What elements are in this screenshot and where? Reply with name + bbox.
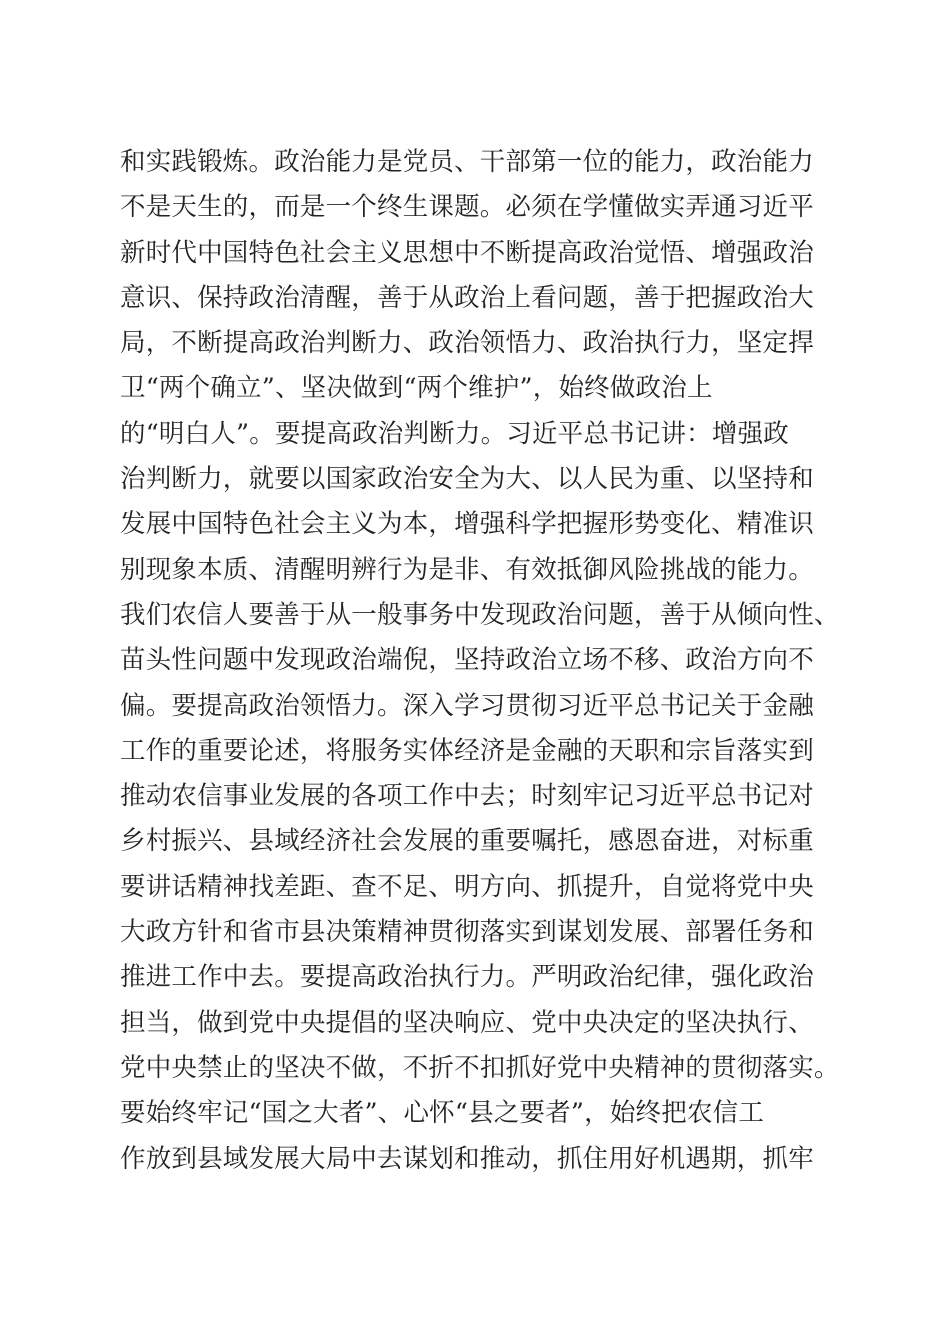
- text-line: 大政方针和省市县决策精神贯彻落实到谋划发展、部署任务和: [120, 917, 814, 948]
- body-text: [120, 140, 860, 1182]
- text-line: 别现象本质、清醒明辨行为是非、有效抵御风险挑战的能力。: [120, 554, 814, 585]
- text-line: 和实践锻炼。政治能力是党员、干部第一位的能力，政治能力: [120, 147, 814, 177]
- text-line: 苗头性问题中发现政治端倪，坚持政治立场不移、政治方向不: [120, 645, 814, 676]
- text-line: 要始终牢记“国之大者”、心怀“县之要者”，始终把农信工: [120, 1098, 765, 1129]
- text-line: 作放到县域发展大局中去谋划和推动，抓住用好机遇期，抓牢: [120, 1143, 814, 1174]
- text-line: 党中央禁止的坚决不做，不折不扣抓好党中央精神的贯彻落实。: [120, 1052, 840, 1083]
- text-line: 乡村振兴、县域经济社会发展的重要嘱托，感恩奋进，对标重: [120, 826, 814, 857]
- text-line: 工作的重要论述，将服务实体经济是金融的天职和宗旨落实到: [120, 735, 814, 766]
- text-line: 发展中国特色社会主义为本，增强科学把握形势变化、精准识: [120, 509, 814, 540]
- text-line: 不是天生的，而是一个终生课题。必须在学懂做实弄通习近平: [120, 192, 814, 223]
- text-line: 卫“两个确立”、坚决做到“两个维护”，始终做政治上: [120, 373, 713, 404]
- text-line: 推进工作中去。要提高政治执行力。严明政治纪律，强化政治: [120, 962, 814, 993]
- text-line: 治判断力，就要以国家政治安全为大、以人民为重、以坚持和: [120, 464, 814, 495]
- text-line: 偏。要提高政治领悟力。深入学习贯彻习近平总书记关于金融: [120, 690, 814, 721]
- text-line: 新时代中国特色社会主义思想中不断提高政治觉悟、增强政治: [120, 237, 814, 268]
- text-line: 意识、保持政治清醒，善于从政治上看问题，善于把握政治大: [120, 282, 814, 313]
- text-line: 的“明白人”。要提高政治判断力。习近平总书记讲：增强政: [120, 418, 789, 449]
- text-line: 我们农信人要善于从一般事务中发现政治问题，善于从倾向性、: [120, 599, 840, 630]
- text-line: 担当，做到党中央提倡的坚决响应、党中央决定的坚决执行、: [120, 1007, 814, 1038]
- text-line: 推动农信事业发展的各项工作中去；时刻牢记习近平总书记对: [120, 781, 814, 812]
- text-line: 要讲话精神找差距、查不足、明方向、抓提升，自觉将党中央: [120, 871, 814, 902]
- text-line: 局，不断提高政治判断力、政治领悟力、政治执行力，坚定捍: [120, 328, 814, 359]
